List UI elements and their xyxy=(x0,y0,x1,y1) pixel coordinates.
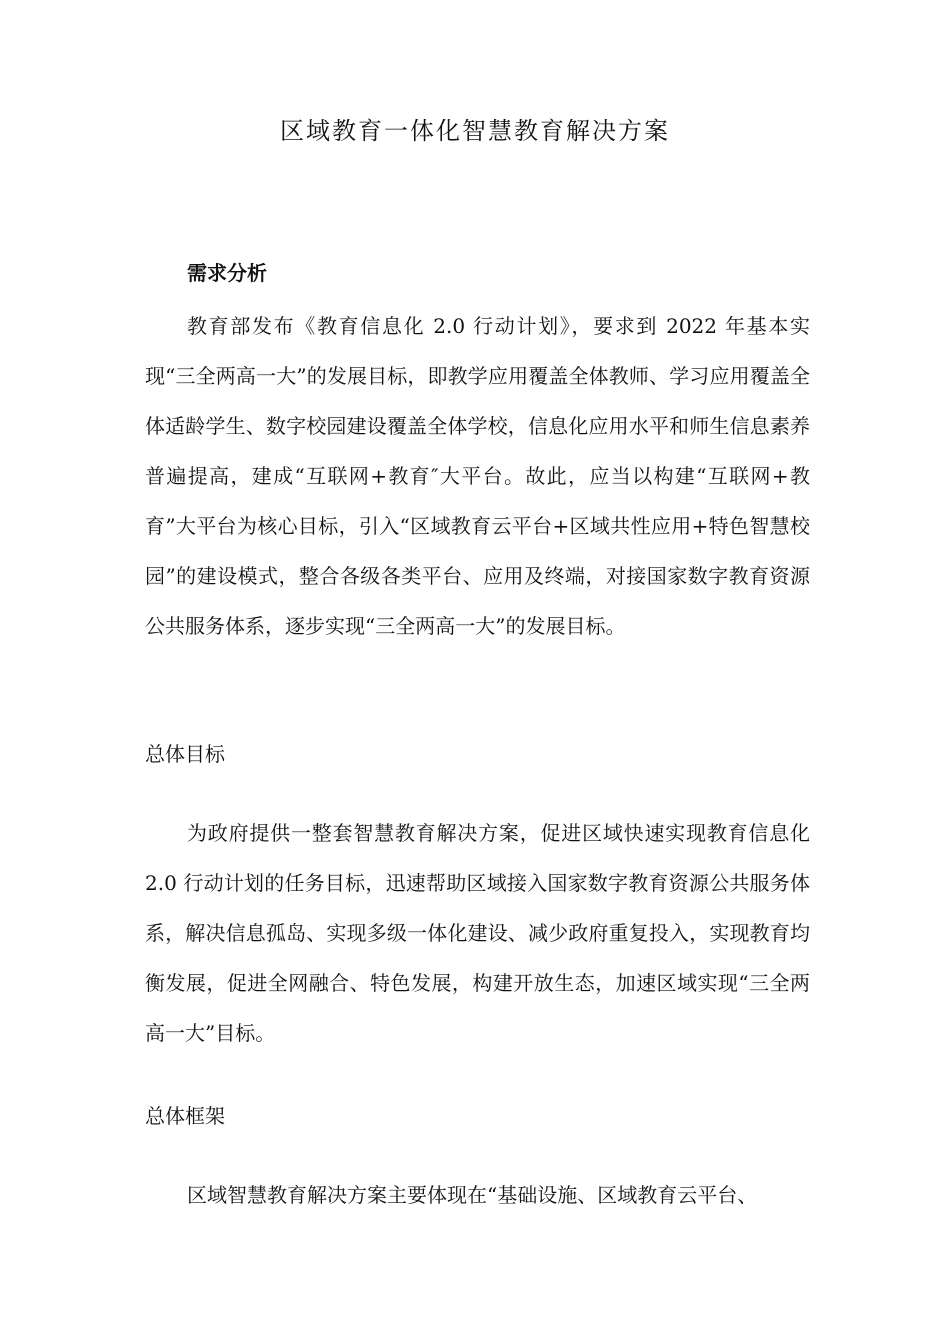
section-paragraph-overall-framework: 区域智慧教育解决方案主要体现在“基础设施、区域教育云平台、 xyxy=(187,1183,758,1207)
section-paragraph-overall-goal: 为政府提供一整套智慧教育解决方案，促进区域快速实现教育信息化 2.0 行动计划的任务目标，迅速帮助区域接入国家数字教育资源公共服务体系，解决信息孤岛、实现多级一体化建设、减少政府重复投入，实现教育均衡发展，促进全网融合、特色发展，构建开放生态，加速区域实现“三全两高一大”目标。 xyxy=(145,821,810,1045)
section-heading-requirements: 需求分析 xyxy=(187,261,267,285)
section-heading-overall-goal: 总体目标 xyxy=(145,742,225,766)
section-heading-overall-framework: 总体框架 xyxy=(145,1104,225,1128)
document-title: 区域教育一体化智慧教育解决方案 xyxy=(280,117,670,145)
section-paragraph-requirements: 教育部发布《教育信息化 2.0 行动计划》，要求到 2022 年基本实现“三全两高一大”的发展目标，即教学应用覆盖全体教师、学习应用覆盖全体适龄学生、数字校园建设覆盖全体学校，信息化应用水平和师生信息素养普遍提高，建成“互联网+教育″大平台。故此，应当以构建“互联网+教育”大平台为核心目标，引入“区域教育云平台+区域共性应用+特色智慧校园”的建设模式，整合各级各类平台、应用及终端，对接国家数字教育资源公共服务体系，逐步实现“三全两高一大”的发展目标。 xyxy=(145,314,810,638)
